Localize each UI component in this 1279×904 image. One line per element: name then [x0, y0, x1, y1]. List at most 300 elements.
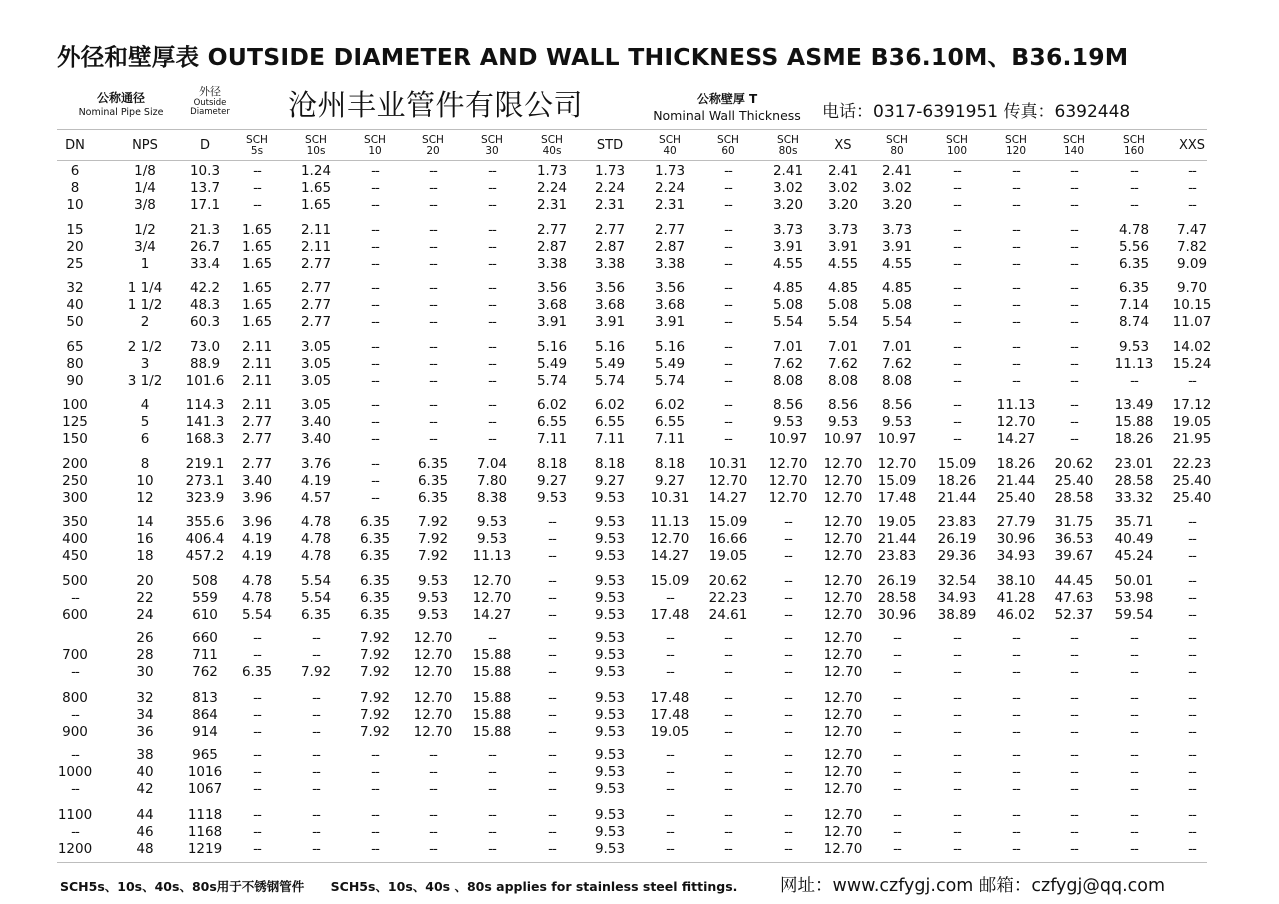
table-cell: --	[312, 841, 320, 857]
table-cell: --	[1188, 197, 1196, 213]
column-header	[582, 132, 638, 160]
table-cell: --	[548, 841, 556, 857]
nominal-size-cn: 公称通径	[96, 91, 145, 105]
table-cell: --	[953, 256, 961, 272]
table-cell: 12.70	[413, 724, 453, 740]
table-cell: 2.77	[300, 314, 332, 330]
table-cell: --	[371, 373, 379, 389]
table-cell: 6.55	[594, 414, 626, 430]
table-cell: --	[488, 222, 496, 238]
table-row	[0, 431, 1279, 448]
table-cell: --	[724, 297, 732, 313]
table-cell: 5	[140, 414, 150, 430]
table-cell: 28.58	[1114, 473, 1154, 489]
table-cell: --	[953, 280, 961, 296]
table-row	[0, 314, 1279, 331]
table-cell: 400	[62, 531, 88, 547]
table-cell: --	[488, 180, 496, 196]
table-cell: 12.70	[823, 607, 863, 623]
table-cell: 12.70	[413, 630, 453, 646]
table-cell: --	[488, 239, 496, 255]
table-cell: 3.76	[300, 456, 332, 472]
table-cell: --	[724, 197, 732, 213]
table-cell: 5.49	[536, 356, 568, 372]
table-row	[0, 490, 1279, 507]
table-row	[0, 590, 1279, 607]
table-cell: --	[724, 664, 732, 680]
table-cell: --	[1070, 747, 1078, 763]
table-cell: 28.58	[877, 590, 917, 606]
table-row	[0, 356, 1279, 373]
table-cell: --	[953, 724, 961, 740]
column-header	[405, 132, 461, 160]
table-cell: --	[724, 180, 732, 196]
table-cell: --	[1012, 690, 1020, 706]
table-cell: 36	[136, 724, 154, 740]
table-cell: 12.70	[823, 548, 863, 564]
table-cell: 7.11	[654, 431, 686, 447]
table-cell: 457.2	[185, 548, 225, 564]
table-cell: --	[784, 807, 792, 823]
table-cell: --	[429, 314, 437, 330]
table-cell: --	[953, 222, 961, 238]
table-cell: 6.35	[417, 456, 449, 472]
table-cell: 2.87	[594, 239, 626, 255]
table-cell: 7.92	[417, 531, 449, 547]
table-cell: 3.40	[300, 431, 332, 447]
table-cell: --	[953, 356, 961, 372]
table-cell: --	[1130, 690, 1138, 706]
table-cell: --	[488, 824, 496, 840]
table-cell: --	[1130, 781, 1138, 797]
table-cell: --	[1188, 647, 1196, 663]
column-header-line1: SCH	[481, 133, 503, 146]
table-cell: --	[893, 707, 901, 723]
table-cell: --	[371, 163, 379, 179]
table-cell: 12.70	[823, 630, 863, 646]
table-cell: --	[371, 473, 379, 489]
table-cell: --	[371, 841, 379, 857]
table-cell: 3.96	[241, 514, 273, 530]
table-cell: --	[724, 397, 732, 413]
table-cell: --	[1130, 373, 1138, 389]
table-cell: --	[1070, 197, 1078, 213]
column-header-line1: SCH	[886, 133, 908, 146]
table-cell: 2.87	[654, 239, 686, 255]
table-cell: 3/8	[134, 197, 156, 213]
table-cell: --	[784, 573, 792, 589]
column-header-line1: XS	[834, 138, 852, 154]
table-cell: 21.44	[877, 531, 917, 547]
table-cell: 6	[140, 431, 150, 447]
table-cell: 15.09	[650, 573, 690, 589]
table-cell: 13.49	[1114, 397, 1154, 413]
table-cell: 5.74	[594, 373, 626, 389]
table-cell: 4.78	[241, 590, 273, 606]
table-cell: --	[893, 747, 901, 763]
table-cell: --	[1012, 807, 1020, 823]
table-cell: 3.02	[881, 180, 913, 196]
table-cell: --	[71, 781, 79, 797]
table-cell: 17.48	[650, 690, 690, 706]
table-cell: --	[666, 841, 674, 857]
table-cell: 9.53	[594, 531, 626, 547]
table-cell: --	[1070, 707, 1078, 723]
table-cell: 1/8	[134, 163, 156, 179]
table-cell: --	[724, 781, 732, 797]
table-cell: 10	[66, 197, 84, 213]
table-cell: --	[1130, 707, 1138, 723]
table-cell: --	[548, 807, 556, 823]
table-cell: --	[429, 297, 437, 313]
table-cell: --	[953, 180, 961, 196]
table-cell: --	[371, 314, 379, 330]
table-cell: --	[1070, 431, 1078, 447]
table-cell: --	[1070, 339, 1078, 355]
table-cell: --	[1070, 764, 1078, 780]
table-cell: 168.3	[185, 431, 225, 447]
table-cell: 3.05	[300, 397, 332, 413]
table-cell: --	[953, 339, 961, 355]
table-cell: --	[1012, 163, 1020, 179]
table-cell: --	[1070, 724, 1078, 740]
column-header-line1: SCH	[946, 133, 968, 146]
table-cell: --	[1188, 824, 1196, 840]
table-cell: 7.92	[359, 647, 391, 663]
table-cell: 18.26	[937, 473, 977, 489]
table-cell: --	[724, 690, 732, 706]
table-cell: 5.16	[536, 339, 568, 355]
table-cell: 3.91	[654, 314, 686, 330]
table-row	[0, 180, 1279, 197]
table-cell: 47.63	[1054, 590, 1094, 606]
table-cell: 3.68	[536, 297, 568, 313]
column-header-line1: SCH	[305, 133, 327, 146]
table-cell: --	[724, 373, 732, 389]
table-cell: --	[253, 747, 261, 763]
table-cell: 1.65	[241, 280, 273, 296]
table-cell: 20.62	[708, 573, 748, 589]
table-cell: 9.27	[536, 473, 568, 489]
table-cell: --	[1012, 707, 1020, 723]
table-cell: --	[953, 824, 961, 840]
table-cell: 53.98	[1114, 590, 1154, 606]
table-cell: 3.20	[827, 197, 859, 213]
table-cell: 12.70	[823, 707, 863, 723]
table-cell: 60.3	[189, 314, 221, 330]
table-cell: --	[1012, 630, 1020, 646]
table-cell: 7.47	[1176, 222, 1208, 238]
table-cell: --	[724, 314, 732, 330]
table-cell: 18.26	[1114, 431, 1154, 447]
table-cell: --	[1012, 781, 1020, 797]
column-header-line1: STD	[596, 138, 624, 154]
table-cell: 15.09	[937, 456, 977, 472]
table-cell: 9.53	[827, 414, 859, 430]
nominal-size-header	[62, 92, 180, 119]
table-cell: 2.31	[594, 197, 626, 213]
table-cell: --	[784, 531, 792, 547]
table-cell: --	[784, 707, 792, 723]
table-cell: --	[312, 747, 320, 763]
column-header	[1164, 132, 1220, 160]
table-cell: --	[1070, 314, 1078, 330]
column-header	[700, 132, 756, 160]
column-header-line1: DN	[65, 138, 85, 154]
table-cell: 17.48	[877, 490, 917, 506]
table-cell: 3.73	[881, 222, 913, 238]
table-cell: 4.78	[300, 531, 332, 547]
table-cell: 44	[136, 807, 154, 823]
column-header-line1: SCH	[364, 133, 386, 146]
table-cell: --	[724, 163, 732, 179]
table-cell: 7.92	[359, 630, 391, 646]
table-cell: --	[1188, 724, 1196, 740]
table-cell: --	[371, 397, 379, 413]
outside-diameter-en2: Diameter	[190, 107, 230, 118]
table-cell: --	[724, 707, 732, 723]
table-cell: --	[1188, 707, 1196, 723]
column-header	[929, 132, 985, 160]
table-row	[0, 630, 1279, 647]
table-cell: --	[953, 630, 961, 646]
column-header	[47, 132, 103, 160]
table-cell: --	[429, 414, 437, 430]
table-cell: 1 1/2	[127, 297, 163, 313]
column-header-line2: 5s	[250, 145, 264, 157]
table-cell: --	[1188, 590, 1196, 606]
table-cell: 7.01	[881, 339, 913, 355]
table-cell: 15.88	[472, 664, 512, 680]
table-cell: --	[893, 764, 901, 780]
column-header	[869, 132, 925, 160]
table-cell: 15.88	[1114, 414, 1154, 430]
table-cell: 2.77	[300, 297, 332, 313]
table-cell: --	[312, 690, 320, 706]
table-cell: --	[1012, 747, 1020, 763]
table-cell: 7.92	[417, 514, 449, 530]
table-cell: 15.09	[877, 473, 917, 489]
table-cell: 32.54	[937, 573, 977, 589]
table-cell: 13.7	[189, 180, 221, 196]
table-cell: 23.83	[877, 548, 917, 564]
table-cell: --	[253, 707, 261, 723]
table-cell: 4.57	[300, 490, 332, 506]
column-header	[117, 132, 173, 160]
table-cell: 35.71	[1114, 514, 1154, 530]
table-cell: --	[371, 256, 379, 272]
table-cell: 4.85	[772, 280, 804, 296]
table-cell: 9.53	[594, 747, 626, 763]
table-cell: 8.08	[881, 373, 913, 389]
table-cell: --	[429, 841, 437, 857]
table-cell: 9.53	[594, 630, 626, 646]
table-cell: --	[488, 256, 496, 272]
table-row	[0, 607, 1279, 624]
table-cell: 73.0	[189, 339, 221, 355]
table-cell: --	[953, 841, 961, 857]
table-cell: --	[548, 781, 556, 797]
table-cell: 24.61	[708, 607, 748, 623]
table-cell: 4.85	[881, 280, 913, 296]
table-cell: --	[1070, 647, 1078, 663]
table-cell: --	[1130, 630, 1138, 646]
table-cell: --	[253, 824, 261, 840]
table-cell: 9.53	[594, 607, 626, 623]
table-cell: 2.24	[536, 180, 568, 196]
table-cell: --	[1070, 664, 1078, 680]
table-cell: --	[893, 724, 901, 740]
table-cell: 5.16	[594, 339, 626, 355]
table-cell: 11.07	[1172, 314, 1212, 330]
table-cell: 4.78	[241, 573, 273, 589]
table-cell: --	[666, 764, 674, 780]
table-cell: 9.53	[476, 531, 508, 547]
table-cell: --	[548, 747, 556, 763]
table-cell: 9.53	[594, 841, 626, 857]
table-cell: --	[488, 630, 496, 646]
table-cell: 48.3	[189, 297, 221, 313]
table-cell: 8.74	[1118, 314, 1150, 330]
table-cell: --	[371, 824, 379, 840]
table-cell: --	[724, 239, 732, 255]
table-cell: 19.05	[708, 548, 748, 564]
table-cell: 9.53	[476, 514, 508, 530]
table-cell: 125	[62, 414, 88, 430]
table-cell: --	[371, 490, 379, 506]
table-cell: --	[784, 647, 792, 663]
table-cell: 23.01	[1114, 456, 1154, 472]
table-cell: --	[1070, 163, 1078, 179]
table-cell: --	[71, 707, 79, 723]
table-cell: 2.77	[536, 222, 568, 238]
table-cell: --	[1012, 239, 1020, 255]
table-row	[0, 280, 1279, 297]
table-cell: 1168	[187, 824, 223, 840]
table-cell: 5.74	[654, 373, 686, 389]
table-cell: 21.44	[996, 473, 1036, 489]
table-cell: 7.92	[359, 690, 391, 706]
table-cell: 2.77	[594, 222, 626, 238]
table-cell: 12	[136, 490, 154, 506]
table-cell: --	[724, 841, 732, 857]
table-cell: --	[1130, 664, 1138, 680]
table-cell: --	[312, 824, 320, 840]
table-cell: 7.82	[1176, 239, 1208, 255]
table-row	[0, 764, 1279, 781]
table-cell: --	[1188, 163, 1196, 179]
table-cell: --	[724, 222, 732, 238]
table-cell: 5.08	[772, 297, 804, 313]
column-header-line2: 10	[368, 145, 382, 157]
header-bottom-rule	[57, 160, 1207, 161]
table-cell: 4.19	[241, 531, 273, 547]
table-cell: 11.13	[996, 397, 1036, 413]
page-title: 外径和壁厚表 OUTSIDE DIAMETER AND WALL THICKNESS ASME B36.10M、B36.19M	[57, 43, 1129, 71]
table-cell: 7.62	[827, 356, 859, 372]
table-cell: 2.41	[881, 163, 913, 179]
table-cell: --	[429, 764, 437, 780]
table-cell: 40	[136, 764, 154, 780]
column-header	[177, 132, 233, 160]
table-cell: 12.70	[823, 690, 863, 706]
table-cell: 6.35	[1118, 256, 1150, 272]
table-cell: 48	[136, 841, 154, 857]
table-cell: --	[893, 630, 901, 646]
table-cell: 50.01	[1114, 573, 1154, 589]
table-cell: 7.92	[359, 664, 391, 680]
table-cell: --	[1188, 807, 1196, 823]
table-cell: --	[71, 664, 79, 680]
table-cell: --	[488, 764, 496, 780]
table-cell: --	[1130, 807, 1138, 823]
table-cell: --	[371, 747, 379, 763]
table-cell: 16	[136, 531, 154, 547]
table-cell: --	[1188, 607, 1196, 623]
table-cell: 2.87	[536, 239, 568, 255]
table-cell: 8.18	[536, 456, 568, 472]
table-cell: 22.23	[708, 590, 748, 606]
table-cell: --	[953, 239, 961, 255]
table-cell: 8.08	[827, 373, 859, 389]
table-cell: 2.11	[300, 239, 332, 255]
table-cell: 42	[136, 781, 154, 797]
table-cell: --	[253, 180, 261, 196]
table-cell: 1.65	[300, 197, 332, 213]
table-cell: --	[488, 314, 496, 330]
table-cell: --	[1188, 781, 1196, 797]
column-header	[988, 132, 1044, 160]
column-header-line1: D	[199, 138, 210, 154]
table-cell: 41.28	[996, 590, 1036, 606]
table-cell: --	[784, 514, 792, 530]
table-cell: 1.65	[241, 239, 273, 255]
table-cell: --	[784, 690, 792, 706]
table-cell: 17.1	[189, 197, 221, 213]
table-cell: --	[371, 414, 379, 430]
table-cell: 864	[192, 707, 218, 723]
table-cell: 9.09	[1176, 256, 1208, 272]
table-cell: --	[784, 781, 792, 797]
table-cell: 1.65	[241, 297, 273, 313]
table-cell: --	[1012, 356, 1020, 372]
table-cell: --	[371, 339, 379, 355]
table-cell: --	[312, 707, 320, 723]
table-cell: 5.54	[772, 314, 804, 330]
table-cell: 3	[140, 356, 150, 372]
table-cell: 2.11	[241, 397, 273, 413]
table-cell: 9.53	[594, 707, 626, 723]
table-cell: 6.35	[359, 531, 391, 547]
table-cell: 9.53	[594, 573, 626, 589]
table-cell: 3.56	[654, 280, 686, 296]
table-cell: 9.53	[417, 607, 449, 623]
table-cell: 2.41	[772, 163, 804, 179]
table-cell: 38.10	[996, 573, 1036, 589]
table-cell: --	[953, 414, 961, 430]
table-cell: 4.55	[772, 256, 804, 272]
phone-fax: 电话：0317-6391951 传真：6392448	[822, 102, 1131, 122]
table-cell: 90	[66, 373, 84, 389]
table-cell: 5.54	[881, 314, 913, 330]
wall-thickness-header	[632, 93, 822, 123]
table-cell: --	[429, 239, 437, 255]
table-cell: 9.53	[594, 781, 626, 797]
table-cell: 3.05	[300, 339, 332, 355]
table-cell: --	[1188, 548, 1196, 564]
table-cell: 3.91	[594, 314, 626, 330]
table-cell: 2.41	[827, 163, 859, 179]
